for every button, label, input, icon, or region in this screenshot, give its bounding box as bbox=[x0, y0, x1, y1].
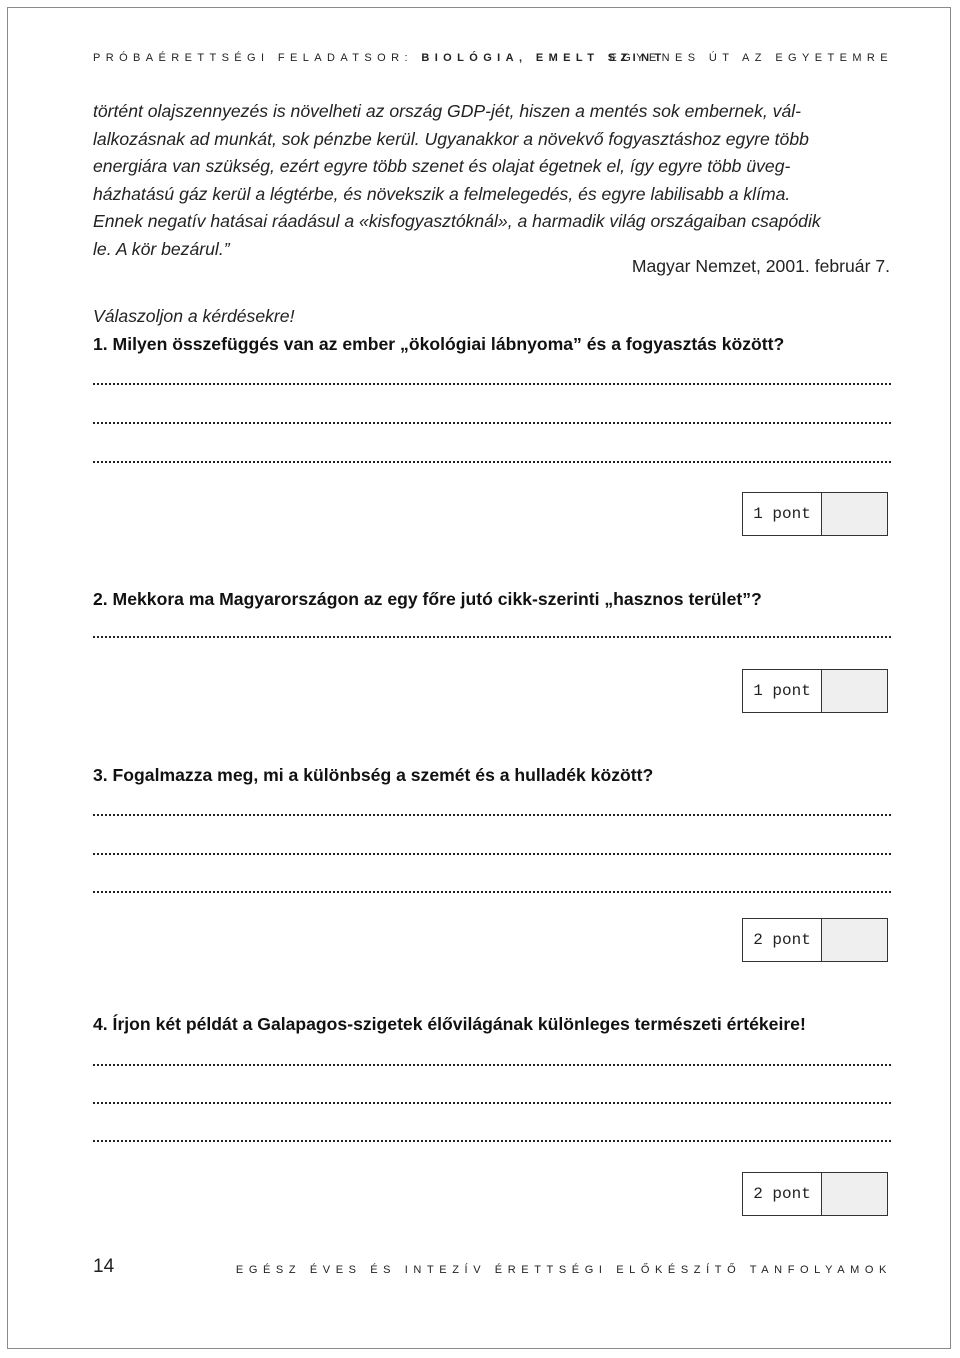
answer-line[interactable] bbox=[93, 814, 891, 816]
quote-line: le. A kör bezárul.” bbox=[93, 238, 230, 259]
page-number: 14 bbox=[93, 1256, 115, 1277]
answer-line[interactable] bbox=[93, 891, 891, 893]
score-label: 2 pont bbox=[743, 1173, 822, 1215]
quote-source: Magyar Nemzet, 2001. február 7. bbox=[631, 256, 890, 276]
quote-line: energiára van szükség, ezért egyre több szenet és olajat égetnek el, így egyre több üveg- bbox=[93, 156, 791, 176]
answer-line[interactable] bbox=[93, 1140, 891, 1142]
answer-line[interactable] bbox=[93, 422, 891, 424]
score-label: 1 pont bbox=[743, 670, 822, 712]
question-4: 4. Írjon két példát a Galapagos-szigetek élővilágának különleges természeti értékeire! bbox=[93, 1014, 806, 1034]
header-subject: BIOLÓGIA, EMELT SZINT bbox=[421, 52, 667, 64]
answer-line[interactable] bbox=[93, 636, 891, 638]
header-right: EGYENES ÚT AZ EGYETEMRE bbox=[609, 52, 893, 64]
score-label: 1 pont bbox=[743, 493, 822, 535]
question-1: 1. Milyen összefüggés van az ember „ökológiai lábnyoma” és a fogyasztás között? bbox=[93, 334, 785, 354]
question-2: 2. Mekkora ma Magyarországon az egy főre jutó cikk-szerinti „hasznos terület”? bbox=[93, 589, 762, 609]
instruction: Válaszoljon a kérdésekre! bbox=[93, 306, 295, 326]
answer-line[interactable] bbox=[93, 383, 891, 385]
score-label: 2 pont bbox=[743, 919, 822, 961]
score-field[interactable] bbox=[822, 919, 887, 961]
score-box bbox=[742, 669, 888, 713]
answer-line[interactable] bbox=[93, 853, 891, 855]
page-footer: EGÉSZ ÉVES ÉS INTEZÍV ÉRETTSÉGI ELŐKÉSZÍTŐ TANFOLYAMOK bbox=[235, 1264, 892, 1276]
score-box bbox=[742, 492, 888, 536]
score-field[interactable] bbox=[822, 670, 887, 712]
answer-line[interactable] bbox=[93, 1064, 891, 1066]
quote-line: Ennek negatív hatásai ráadásul a «kisfogyasztóknál», a harmadik világ országaiban csapódik bbox=[93, 211, 821, 231]
header-left bbox=[93, 52, 667, 64]
quote-line: házhatású gáz kerül a légtérbe, és növekszik a felmelegedés, és egyre labilisabb a klíma. bbox=[93, 183, 791, 204]
score-box bbox=[742, 1172, 888, 1216]
quote-line: lalkozásnak ad munkát, sok pénzbe kerül. Ugyanakkor a növekvő fogyasztáshoz egyre több bbox=[93, 128, 809, 149]
quote-line: történt olajszennyezés is növelheti az ország GDP-jét, hiszen a mentés sok embernek, vál- bbox=[93, 101, 801, 121]
answer-line[interactable] bbox=[93, 1102, 891, 1104]
score-field[interactable] bbox=[822, 493, 887, 535]
question-3: 3. Fogalmazza meg, mi a különbség a szemét és a hulladék között? bbox=[93, 765, 654, 785]
answer-line[interactable] bbox=[93, 461, 891, 463]
score-box bbox=[742, 918, 888, 962]
score-field[interactable] bbox=[822, 1173, 887, 1215]
quote-text bbox=[93, 98, 893, 263]
header-title: PRÓBAÉRETTSÉGI FELADATSOR: bbox=[93, 52, 413, 64]
